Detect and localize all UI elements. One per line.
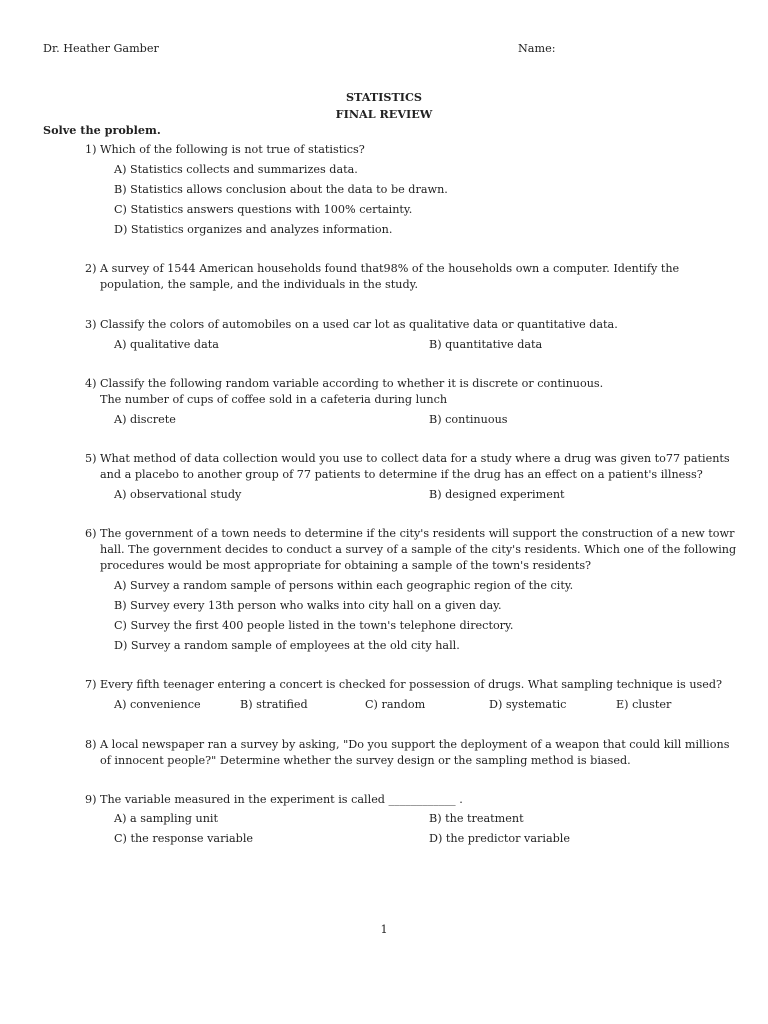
choice-a[interactable]: A) a sampling unit xyxy=(114,812,218,825)
choice-a[interactable]: A) observational study xyxy=(114,488,242,501)
choice-a[interactable]: A) Statistics collects and summarizes data. xyxy=(114,163,358,176)
choice-b[interactable]: B) stratified xyxy=(240,698,308,711)
question-text: Which of the following is not true of statistics? xyxy=(100,143,365,156)
choice-e[interactable]: E) cluster xyxy=(616,698,672,711)
choice-a[interactable]: A) qualitative data xyxy=(114,338,219,351)
choice-c[interactable]: C) the response variable xyxy=(114,832,254,845)
question-number: 3) xyxy=(85,318,97,331)
instructor-name: Dr. Heather Gamber xyxy=(43,42,159,55)
instructions: Solve the problem. xyxy=(43,123,161,137)
choice-d[interactable]: D) Survey a random sample of employees at the old city hall. xyxy=(114,639,460,652)
question-number: 2) xyxy=(85,262,97,275)
question-text: Classify the following random variable according to whether it is discrete or continuous. xyxy=(100,377,604,390)
choice-b[interactable]: B) the treatment xyxy=(429,812,524,825)
question-number: 4) xyxy=(85,377,97,390)
question-number: 6) xyxy=(85,527,97,540)
question-number: 1) xyxy=(85,143,97,156)
question-text: A survey of 1544 American households found that98% of the households own a computer. Identify the xyxy=(100,262,680,275)
choice-b[interactable]: B) quantitative data xyxy=(429,338,543,351)
question-text: and a placebo to another group of 77 patients to determine if the drug has an effect on a patient's illness? xyxy=(100,468,703,481)
choice-c[interactable]: C) random xyxy=(365,698,426,711)
title-final-review: FINAL REVIEW xyxy=(335,107,433,121)
page-number: 1 xyxy=(380,923,388,936)
question-number: 9) xyxy=(85,793,97,806)
question-text: The number of cups of coffee sold in a cafeteria during lunch xyxy=(100,393,448,406)
question-text: Every fifth teenager entering a concert is checked for possession of drugs. What sampling technique is used? xyxy=(100,678,723,691)
name-label: Name: xyxy=(518,42,556,55)
choice-d[interactable]: D) systematic xyxy=(489,698,567,711)
choice-d[interactable]: D) the predictor variable xyxy=(429,832,570,845)
question-text: hall. The government decides to conduct a survey of a sample of the city's residents. Which one of the following xyxy=(100,543,737,556)
question-number: 7) xyxy=(85,678,97,691)
choice-d[interactable]: D) Statistics organizes and analyzes information. xyxy=(114,223,393,236)
choice-a[interactable]: A) Survey a random sample of persons within each geographic region of the city. xyxy=(114,579,574,592)
choice-c[interactable]: C) Survey the first 400 people listed in the town's telephone directory. xyxy=(114,619,514,632)
question-number: 8) xyxy=(85,738,97,751)
choice-c[interactable]: C) Statistics answers questions with 100% certainty. xyxy=(114,203,413,216)
question-text: The variable measured in the experiment is called ____________ . xyxy=(100,793,463,806)
question-text: population, the sample, and the individuals in the study. xyxy=(100,278,419,291)
question-text: The government of a town needs to determine if the city's residents will support the construction of a new towr xyxy=(100,527,735,540)
choice-b[interactable]: B) Survey every 13th person who walks into city hall on a given day. xyxy=(114,599,502,612)
question-text: procedures would be most appropriate for obtaining a sample of the town's residents? xyxy=(100,559,592,572)
choice-b[interactable]: B) designed experiment xyxy=(429,488,565,501)
question-text: What method of data collection would you use to collect data for a study where a drug was given to77 patients xyxy=(100,452,730,465)
question-text: Classify the colors of automobiles on a used car lot as qualitative data or quantitative data. xyxy=(100,318,618,331)
choice-b[interactable]: B) continuous xyxy=(429,413,508,426)
question-number: 5) xyxy=(85,452,97,465)
choice-b[interactable]: B) Statistics allows conclusion about the data to be drawn. xyxy=(114,183,448,196)
title-statistics: STATISTICS xyxy=(345,90,423,104)
question-text: A local newspaper ran a survey by asking, "Do you support the deployment of a weapon that could kill millions xyxy=(100,738,730,751)
choice-a[interactable]: A) discrete xyxy=(114,413,176,426)
choice-a[interactable]: A) convenience xyxy=(114,698,201,711)
question-text: of innocent people?" Determine whether the survey design or the sampling method is biased. xyxy=(100,754,631,767)
